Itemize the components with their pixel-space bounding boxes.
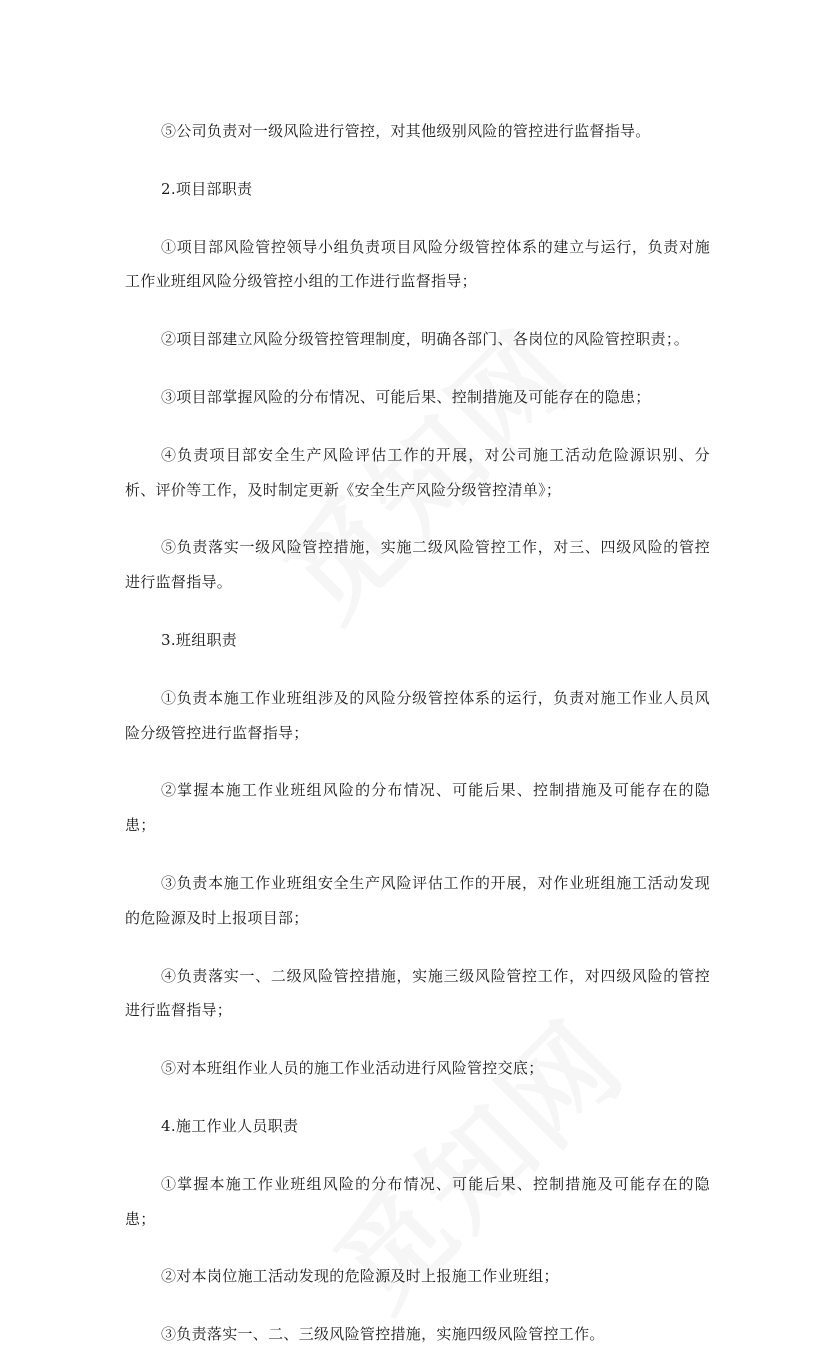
paragraph: ①负责本施工作业班组涉及的风险分级管控体系的运行，负责对施工作业人员风险分级管控进行监督指导； [125,688,710,742]
paragraph: ⑤公司负责对一级风险进行管控，对其他级别风险的管控进行监督指导。 [161,122,651,140]
paragraph: ④负责落实一、二级风险管控措施，实施三级风险管控工作，对四级风险的管控进行监督指导； [125,966,710,1020]
paragraph: ②掌握本施工作业班组风险的分布情况、可能后果、控制措施及可能存在的隐患； [125,781,710,835]
paragraph: ④负责项目部安全生产风险评估工作的开展，对公司施工活动危险源识别、分析、评价等工作，及时制定更新《安全生产风险分级管控清单》； [125,445,710,499]
paragraph: ①项目部风险管控领导小组负责项目风险分级管控体系的建立与运行，负责对施工作业班组风险分级管控小组的工作进行监督指导； [125,237,710,291]
section-heading: 2.项目部职责 [161,179,253,198]
paragraph: ⑤对本班组作业人员的施工作业活动进行风险管控交底； [161,1059,544,1078]
paragraph: ②对本岗位施工活动发现的危险源及时上报施工作业班组； [161,1267,559,1286]
paragraph: ⑤负责落实一级风险管控措施，实施二级风险管控工作，对三、四级风险的管控进行监督指导。 [125,538,710,592]
paragraph: ③项目部掌握风险的分布情况、可能后果、控制措施及可能存在的隐患； [161,387,651,406]
paragraph: ②项目部建立风险分级管控管理制度，明确各部门、各岗位的风险管控职责；。 [161,330,690,349]
paragraph: ③负责本施工作业班组安全生产风险评估工作的开展，对作业班组施工活动发现的危险源及时上报项目部； [125,873,710,927]
paragraph: ③负责落实一、二、三级风险管控措施，实施四级风险管控工作。 [161,1325,605,1344]
paragraph: ①掌握本施工作业班组风险的分布情况、可能后果、控制措施及可能存在的隐患； [125,1174,710,1228]
section-heading: 4.施工作业人员职责 [161,1116,299,1135]
document-body [125,114,710,1352]
section-heading: 3.班组职责 [161,630,238,649]
